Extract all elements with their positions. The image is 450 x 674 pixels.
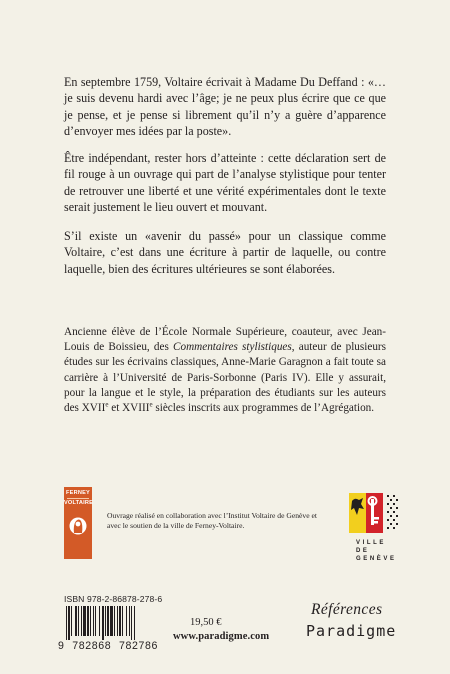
collaboration-note: Ouvrage réalisé en collaboration avec l’Institut Voltaire de Genève et avec le soutien de la ville de Ferney-Voltaire. [107,511,317,530]
publisher-name: Paradigme [306,622,397,640]
ferney-voltaire-logo [64,487,92,559]
intro-paragraph-2: Être indépendant, rester hors d’atteinte : cette déclaration sert de fil rouge à un ouvrage qui part de l’analyse stylistique pour tenter de retrouver une liberté et une vérité expérimentales dont le texte serait justement le lieu ouvert et mouvant. [64,151,386,215]
publisher-website[interactable]: www.paradigme.com [173,631,270,642]
price: 19,50 € [190,617,222,628]
series-title: Références [311,601,383,618]
barcode-icon [66,606,156,640]
barcode-digits: 9 782868 782786 [58,640,158,652]
ferney-logo-line2: VOLTAIRE [64,500,94,506]
book-title: Commentaires stylistiques [173,341,292,354]
ferney-emblem-icon [68,515,88,553]
intro-paragraph-3: S’il existe un «avenir du passé» pour un classique comme Voltaire, c’est dans une écriture à partir de laquelle, ou contre laquelle, bien des écritures ultérieures se sont élaborées. [64,229,386,276]
intro-paragraph-1: En septembre 1759, Voltaire écrivait à Madame Du Deffand : «… je suis devenu hardi avec l’âge; je ne peux plus écrire que ce que je pense, et je pense si librement qu’il n’y a guère d’apparence d’envoyer mes idées par la poste». [64,75,386,139]
author-biography: Ancienne élève de l’École Normale Supérieure, coauteur, avec Jean-Louis de Boissieu, des Commentaires stylistiques, auteur de plusieurs études sur les écrivains classiques, Anne-Marie Garagnon a fait toute sa carrière à l’Université de Paris-Sorbonne (Paris IV). Elle y assurait, pour la langue et le style, la préparation des étudiants sur les auteurs des XVIIe et XVIIIe siècles inscrits aux programmes de l’Agrégation. [64,326,387,415]
isbn: ISBN 978-2-86878-278-6 [64,594,163,604]
ferney-logo-line1: FERNEY [66,490,90,496]
geneve-logo-label: VILLE DE GENÈVE [356,540,397,562]
